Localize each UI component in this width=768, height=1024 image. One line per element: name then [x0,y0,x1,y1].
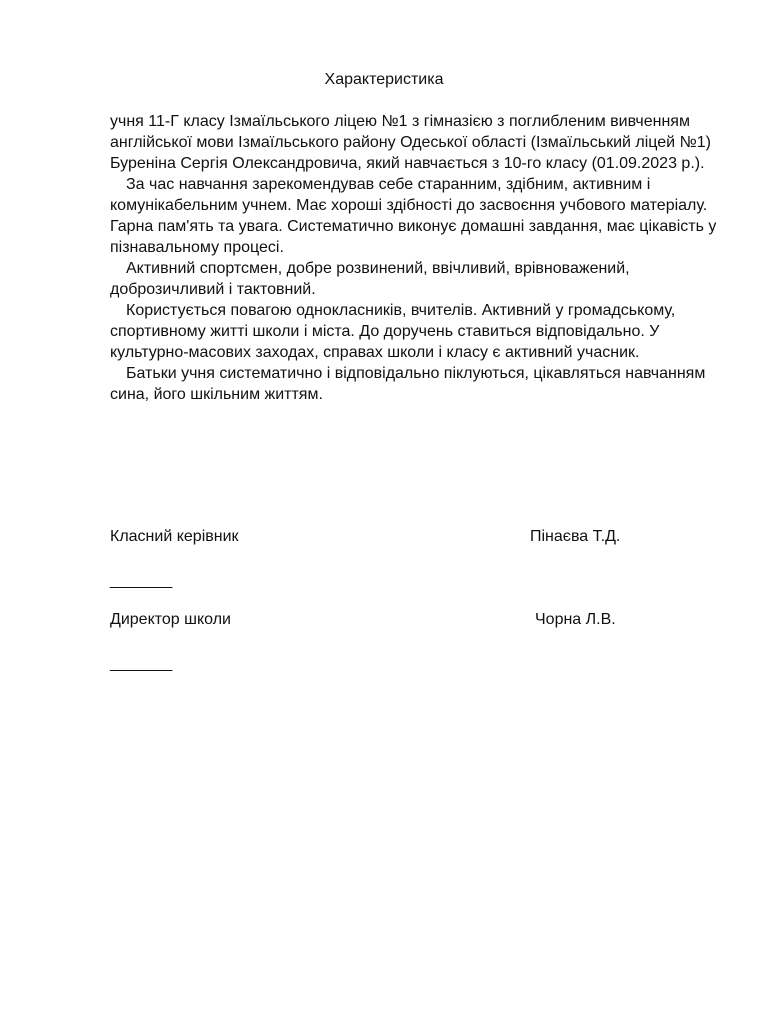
class-teacher-label: Класний керівник [110,528,239,545]
sports-paragraph: Активний спортсмен, добре розвинений, ввічливий, врівноважений, доброзичливий і тактовний. [110,260,630,298]
student-class-paragraph: учня 11-Г класу Ізмаїльського ліцею №1 з гімназією з поглибленим вивченням англійської мови Ізмаїльського району Одеської області (Ізмаїльський ліцей №1) [110,113,711,151]
director-label: Директор школи [110,611,231,628]
document-title: Характеристика [324,71,444,88]
class-teacher-signature-row [110,526,670,547]
director-signature-row [110,609,670,630]
student-name-paragraph: Буреніна Сергія Олександровича, який навчається з 10-го класу (01.09.2023 р.). [110,155,705,172]
director-name: Чорна Л.В. [535,611,616,628]
document-body [110,111,720,405]
social-paragraph: Користується повагою однокласників, вчителів. Активний у громадському, спортивному житті школи і міста. До доручень ставиться відповідально. У культурно-масових заходах, справах школи і класу є активний учасник. [110,302,676,361]
class-teacher-signature-line: _______ [110,572,173,589]
director-signature-line: _______ [110,655,173,672]
study-paragraph: За час навчання зарекомендував себе старанним, здібним, активним і комунікабельним учнем. Має хороші здібності до засвоєння учбового матеріалу. Гарна пам'ять та увага. Систематично виконує домашні завдання, має цікавість у пізнавальному процесі. [110,176,717,256]
parents-paragraph: Батьки учня систематично і відповідально піклуються, цікавляться навчанням сина, його шкільним життям. [110,365,706,403]
class-teacher-name: Пінаєва Т.Д. [530,528,621,545]
